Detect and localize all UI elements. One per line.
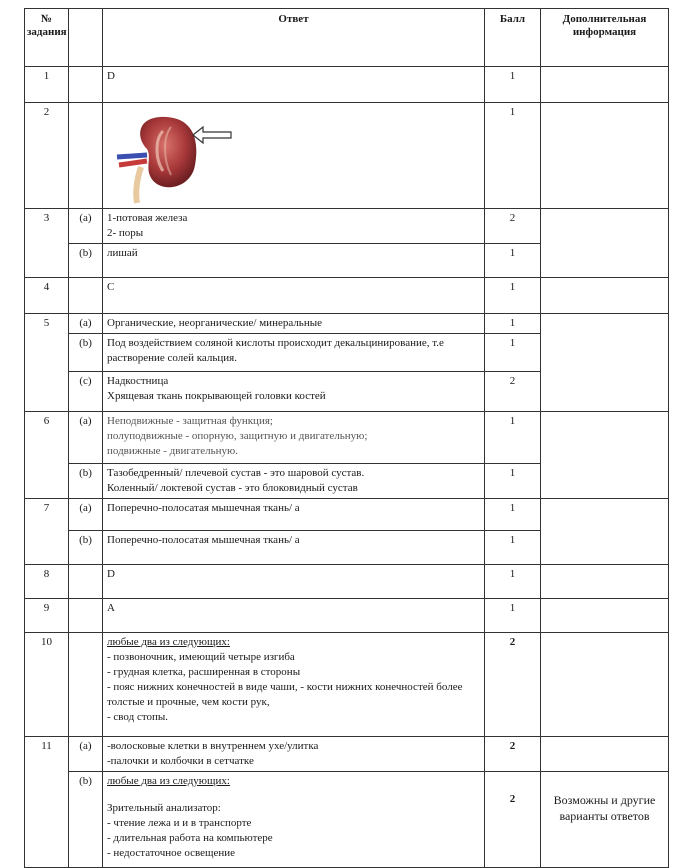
answer-cell: D: [103, 565, 485, 599]
table-row: [25, 599, 669, 633]
sub-label: (a): [69, 209, 103, 244]
task-number: 3: [25, 209, 69, 278]
answer-cell: -волосковые клетки в внутреннем ухе/улитка -палочки и колбочки в сетчатке: [103, 737, 485, 772]
header-info: Дополнительная информация: [541, 9, 669, 67]
table-row: [25, 772, 669, 868]
answer-cell: Надкостница Хрящевая ткань покрывающей головки костей: [103, 372, 485, 412]
answer-cell: Поперечно-полосатая мышечная ткань/ а: [103, 531, 485, 565]
task-number: 9: [25, 599, 69, 633]
answer-cell: Органические, неорганические/ минеральные: [103, 314, 485, 334]
task-number: 11: [25, 737, 69, 868]
table-row: [25, 314, 669, 334]
answer-cell: Неподвижные - защитная функция; полуподвижные - опорную, защитную и двигательную; подвижные - двигательную.: [103, 412, 485, 464]
answer-key-table: [24, 8, 669, 868]
header-num: № задания: [25, 9, 69, 67]
score-cell: 1: [485, 464, 541, 499]
answer-cell: D: [103, 67, 485, 103]
score-cell: 2: [485, 737, 541, 772]
table-row: [25, 278, 669, 314]
score-cell: 2: [485, 209, 541, 244]
sub-label: (c): [69, 372, 103, 412]
answer-cell: любые два из следующих: - позвоночник, имеющий четыре изгиба - грудная клетка, расширенная в стороны - пояс нижних конечностей в виде чаши, - кости нижних конечностей более толстые и прочные, чем кости рук, - свод стопы.: [103, 633, 485, 737]
header-row: [25, 9, 669, 67]
sub-label: (b): [69, 531, 103, 565]
score-cell: 2: [485, 772, 541, 868]
header-score: Балл: [485, 9, 541, 67]
score-cell: 2: [485, 372, 541, 412]
answer-cell: [103, 103, 485, 209]
score-cell: 1: [485, 499, 541, 531]
score-cell: 1: [485, 599, 541, 633]
score-cell: 1: [485, 334, 541, 372]
task-number: 7: [25, 499, 69, 565]
table-row: [25, 209, 669, 244]
score-cell: 1: [485, 278, 541, 314]
table-row: [25, 565, 669, 599]
score-cell: 1: [485, 244, 541, 278]
arrow-icon: [193, 127, 231, 143]
answer-cell: лишай: [103, 244, 485, 278]
sub-label: (a): [69, 412, 103, 464]
task-number: 10: [25, 633, 69, 737]
sub-label: (b): [69, 464, 103, 499]
table-row: [25, 412, 669, 464]
score-cell: 1: [485, 67, 541, 103]
answer-cell: 1-потовая железа 2- поры: [103, 209, 485, 244]
sub-label: (a): [69, 314, 103, 334]
table-row: [25, 67, 669, 103]
score-cell: 1: [485, 565, 541, 599]
table-row: [25, 633, 669, 737]
task-number: 1: [25, 67, 69, 103]
sub-label: (b): [69, 244, 103, 278]
sub-label: (b): [69, 334, 103, 372]
answer-cell: любые два из следующих: Зрительный анализатор: - чтение лежа и и в транспорте - длительная работа на компьютере - недостаточное освещение: [103, 772, 485, 868]
task-number: 4: [25, 278, 69, 314]
answer-cell: Под воздействием соляной кислоты происходит декальцинирование, т.е растворение солей кальция.: [103, 334, 485, 372]
answer-cell: C: [103, 278, 485, 314]
task-number: 2: [25, 103, 69, 209]
sub-label: (a): [69, 499, 103, 531]
score-cell: 1: [485, 412, 541, 464]
header-answer: Ответ: [103, 9, 485, 67]
answer-cell: Тазобедренный/ плечевой сустав - это шаровой сустав. Коленный/ локтевой сустав - это блоковидный сустав: [103, 464, 485, 499]
score-cell: 1: [485, 314, 541, 334]
additional-info: Возможны и другие варианты ответов: [541, 772, 669, 868]
table-row: [25, 499, 669, 531]
task-number: 5: [25, 314, 69, 412]
score-cell: 1: [485, 103, 541, 209]
task-number: 8: [25, 565, 69, 599]
table-row: [25, 737, 669, 772]
answer-cell: A: [103, 599, 485, 633]
kidney-image: [107, 109, 237, 205]
sub-label: (a): [69, 737, 103, 772]
table-row: [25, 103, 669, 209]
answer-cell: Поперечно-полосатая мышечная ткань/ а: [103, 499, 485, 531]
header-sub: [69, 9, 103, 67]
sub-label: (b): [69, 772, 103, 868]
task-number: 6: [25, 412, 69, 499]
score-cell: 1: [485, 531, 541, 565]
score-cell: 2: [485, 633, 541, 737]
